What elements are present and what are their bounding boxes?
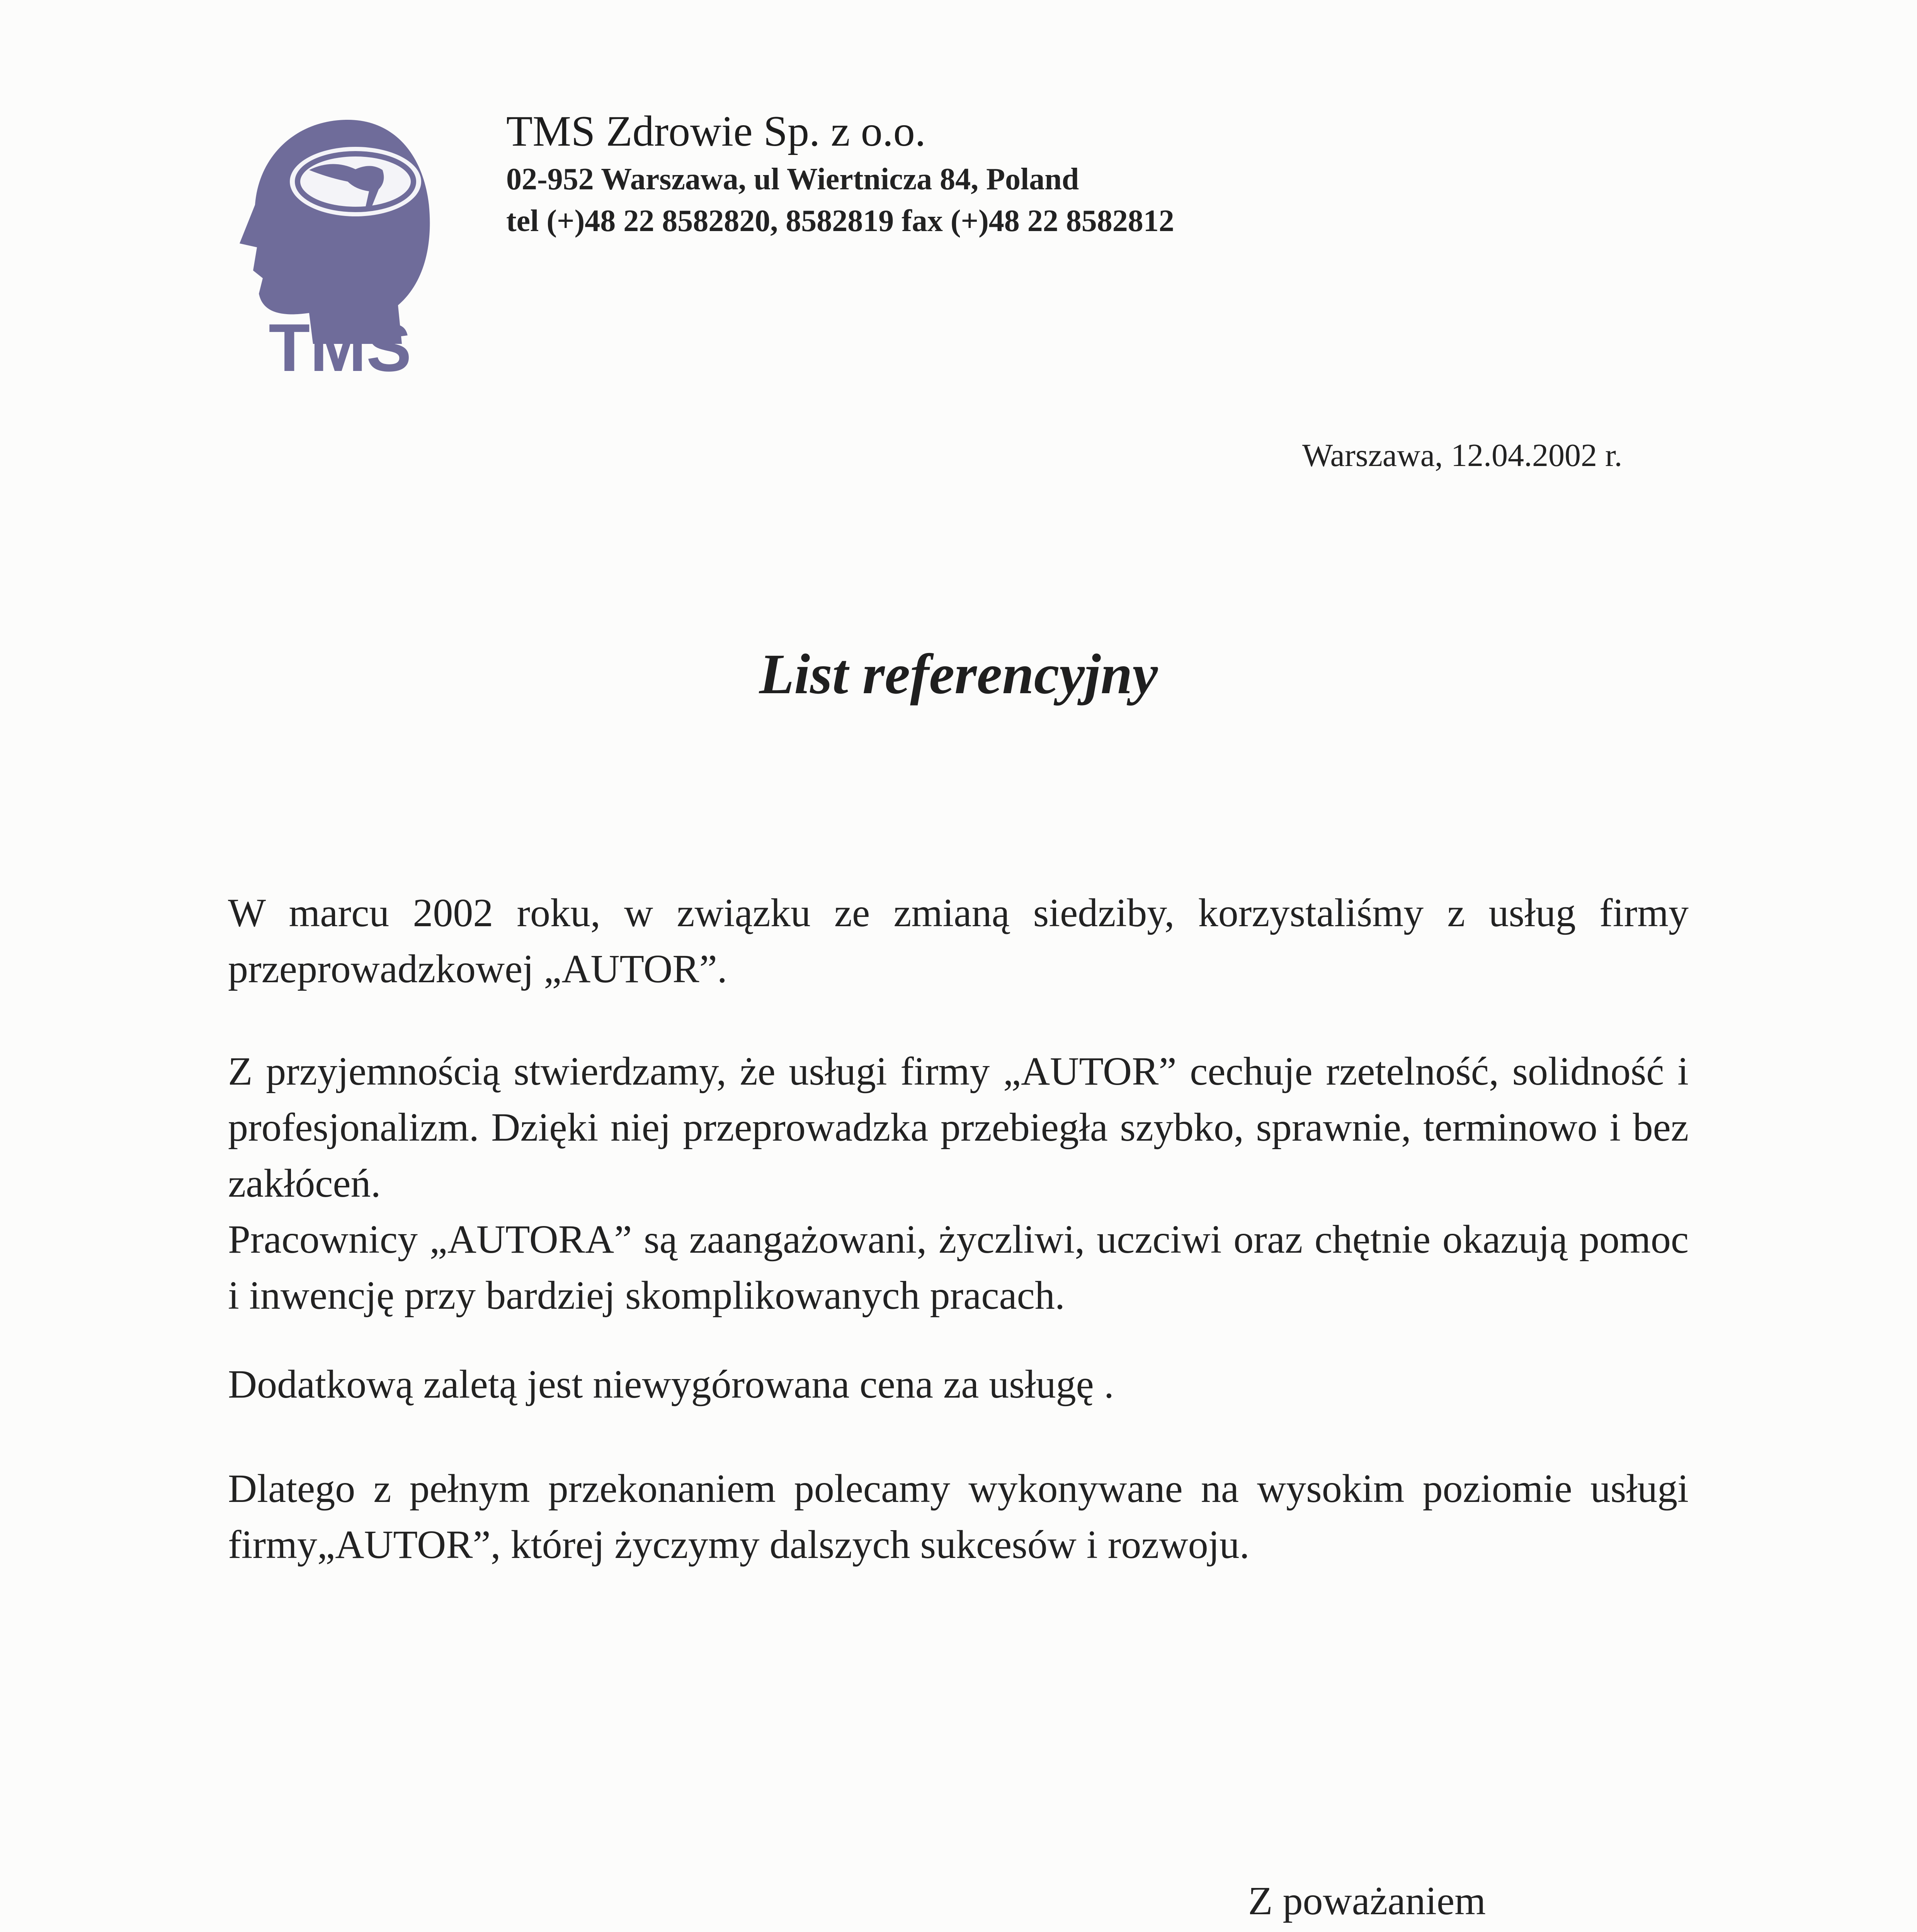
closing-phrase: Z poważaniem	[1248, 1879, 1486, 1923]
paragraph-4-text: Dodatkową zaletą jest niewygórowana cena za usługę .	[228, 1362, 1114, 1406]
logo-text: TMS	[269, 310, 412, 375]
company-address: 02-952 Warszawa, ul Wiertnicza 84, Poland	[506, 162, 1079, 196]
letter-date: Warszawa, 12.04.2002 r.	[1302, 437, 1623, 473]
paragraph-4	[228, 1356, 1689, 1412]
paragraph-2-text: Z przyjemnością stwierdzamy, że usługi firmy „AUTOR” cechuje rzetelność, solidność i profesjonalizm. Dzięki niej przeprowadzka przebiegła szybko, sprawnie, terminowo i bez zakłóceń.	[228, 1049, 1689, 1206]
paragraph-5	[228, 1461, 1689, 1573]
paragraph-1	[228, 885, 1689, 997]
paragraph-2	[228, 1043, 1689, 1323]
tms-logo	[232, 104, 448, 375]
company-name: TMS Zdrowie Sp. z o.o.	[506, 107, 926, 155]
company-contact: tel (+)48 22 8582820, 8582819 fax (+)48 22 8582812	[506, 204, 1174, 238]
paragraph-1-text: W marcu 2002 roku, w związku ze zmianą siedziby, korzystaliśmy z usług firmy przeprowadzkowej „AUTOR”.	[228, 891, 1689, 991]
letter-title: List referencyjny	[759, 643, 1158, 706]
paragraph-5-text: Dlatego z pełnym przekonaniem polecamy wykonywane na wysokim poziomie usługi firmy„AUTOR”, której życzymy dalszych sukcesów i rozwoju.	[228, 1466, 1689, 1567]
paragraph-3-text: Pracownicy „AUTORA” są zaangażowani, życzliwi, uczciwi oraz chętnie okazują pomoc i inwencję przy bardziej skomplikowanych pracach.	[228, 1217, 1689, 1318]
company-header	[506, 104, 1174, 242]
